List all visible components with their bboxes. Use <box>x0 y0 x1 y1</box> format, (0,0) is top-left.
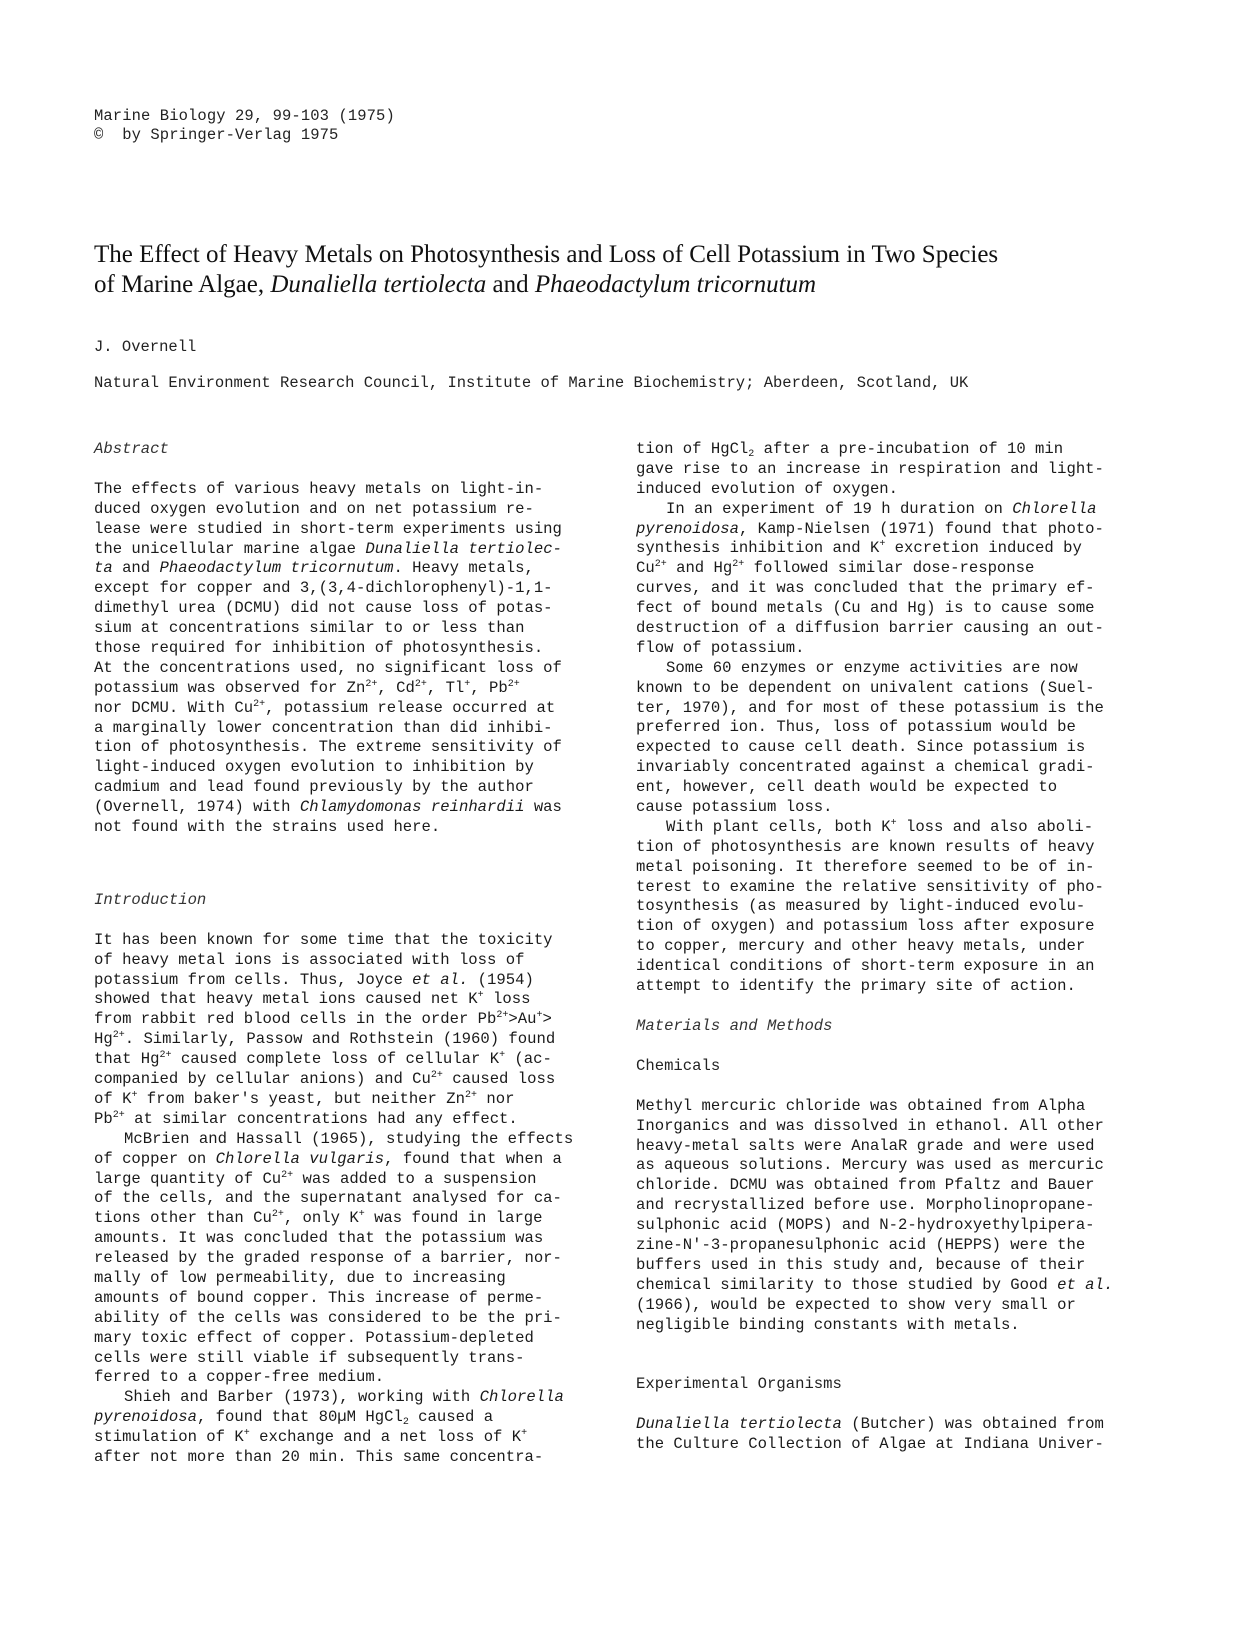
text-line: mary toxic effect of copper. Potassium-depleted <box>94 1328 534 1347</box>
species-name: pyrenoidosa <box>94 1408 197 1427</box>
introduction-continued <box>636 440 1146 997</box>
subscript: 2 <box>402 1417 409 1429</box>
text-line <box>94 990 604 1010</box>
text-line: light-induced oxygen evolution to inhibition by <box>94 758 534 777</box>
superscript: + <box>243 1428 250 1440</box>
text-span: > <box>542 1010 552 1029</box>
text-line: cadmium and lead found previously by the author <box>94 778 534 797</box>
text-span: showed that heavy metal ions caused net K <box>94 990 478 1009</box>
superscript: 2+ <box>507 678 520 690</box>
text-span: With plant cells, both K <box>666 817 891 836</box>
superscript: + <box>890 817 897 829</box>
text-span: at similar concentrations had any effect. <box>124 1109 518 1128</box>
text-line: a marginally lower concentration than did inhibi- <box>94 718 553 737</box>
text-span: (1954) <box>468 970 534 989</box>
text-span: , Pb <box>470 678 508 697</box>
text-line: mally of low permeability, due to increasing <box>94 1268 506 1287</box>
text-span: potassium from cells. Thus, Joyce <box>94 970 413 989</box>
text-span: was added to a suspension <box>293 1169 537 1188</box>
superscript: + <box>536 1010 543 1022</box>
title-line-1: The Effect of Heavy Metals on Photosynthesis and Loss of Cell Potassium in Two Species <box>94 241 999 268</box>
text-line <box>636 559 1146 579</box>
text-span: nor DCMU. With Cu <box>94 698 254 717</box>
text-span: chemical similarity to those studied by Good <box>636 1275 1058 1294</box>
superscript: + <box>521 1428 528 1440</box>
text-line <box>94 1030 604 1050</box>
superscript: 2+ <box>112 1030 125 1042</box>
text-line: heavy-metal salts were AnalaR grade and were used <box>636 1136 1095 1155</box>
superscript: 2+ <box>414 678 427 690</box>
text-span: >Au <box>508 1010 537 1029</box>
text-line: Inorganics and was dissolved in ethanol. All other <box>636 1116 1104 1135</box>
title-and: and <box>486 271 535 298</box>
text-line: curves, and it was concluded that the primary ef- <box>636 579 1095 598</box>
text-line <box>94 1010 604 1030</box>
superscript: 2+ <box>732 559 745 571</box>
text-line <box>636 539 1146 559</box>
text-span: , potassium release occurred at <box>265 698 556 717</box>
title-species-1: Dunaliella tertiolecta <box>270 271 487 298</box>
text-span: after a pre-incubation of 10 min <box>754 440 1064 458</box>
text-line <box>94 1408 604 1428</box>
chemicals-body <box>636 1097 1146 1336</box>
text-span: of K <box>94 1089 132 1108</box>
species-name: Dunaliella tertiolec- <box>365 539 562 558</box>
text-span: loss and also aboli- <box>896 817 1094 836</box>
text-line <box>94 798 604 818</box>
text-line: It has been known for some time that the toxicity <box>94 930 553 949</box>
text-span: , Kamp-Nielsen (1971) found that photo- <box>738 519 1104 538</box>
text-span: tion of HgCl <box>636 440 749 458</box>
text-line: zine-N'-3-propanesulphonic acid (HEPPS) were the <box>636 1235 1086 1254</box>
text-line: duced oxygen evolution and on net potassium re- <box>94 499 534 518</box>
superscript: + <box>499 1050 506 1062</box>
text-line: metal poisoning. It therefore seemed to be of in- <box>636 857 1095 876</box>
text-span: potassium was observed for Zn <box>94 678 366 697</box>
text-line <box>94 1388 604 1408</box>
text-span: companied by cellular anions) and Cu <box>94 1070 431 1089</box>
text-line <box>94 699 604 719</box>
text-span: excretion induced by <box>885 539 1082 558</box>
text-line: chloride. DCMU was obtained from Pfaltz and Bauer <box>636 1176 1095 1195</box>
text-line <box>636 500 1146 520</box>
text-span: nor <box>477 1089 515 1108</box>
text-line <box>94 971 604 991</box>
text-line: ent, however, cell death would be expected to <box>636 778 1058 797</box>
text-span: , Tl <box>426 678 465 697</box>
text-line: cause potassium loss. <box>636 798 833 817</box>
text-span: , only K <box>283 1209 359 1228</box>
superscript: + <box>464 678 471 690</box>
superscript: 2+ <box>464 1089 477 1101</box>
text-line: except for copper and 3,(3,4-dichlorophenyl)-1,1- <box>94 579 553 598</box>
text-span: from baker's yeast, but neither Zn <box>137 1089 465 1108</box>
text-line: fect of bound metals (Cu and Hg) is to cause some <box>636 599 1095 618</box>
article-title <box>94 240 1174 300</box>
citation-etal: et al. <box>1057 1275 1114 1294</box>
right-column <box>636 440 1146 1455</box>
text-line: tion of oxygen) and potassium loss after exposure <box>636 917 1095 936</box>
materials-methods-heading: Materials and Methods <box>636 1016 833 1035</box>
text-span: that Hg <box>94 1050 160 1069</box>
text-span: was found in large <box>364 1209 543 1228</box>
text-span: , Cd <box>377 678 415 697</box>
text-line: those required for inhibition of photosynthesis. <box>94 639 544 658</box>
species-name: Phaeodactylum tricornutum <box>159 559 394 578</box>
text-line: ferred to a copper-free medium. <box>94 1368 385 1387</box>
text-line: of the cells, and the supernatant analysed for ca- <box>94 1189 562 1208</box>
text-line: flow of potassium. <box>636 638 805 657</box>
text-line: of heavy metal ions is associated with loss of <box>94 950 525 969</box>
text-span: Cu <box>636 559 655 578</box>
text-line: the Culture Collection of Algae at Indiana Univer- <box>636 1435 1104 1454</box>
text-span: tions other than Cu <box>94 1209 272 1228</box>
text-line: and recrystallized before use. Morpholinopropane- <box>636 1196 1095 1215</box>
text-line: induced evolution of oxygen. <box>636 479 899 498</box>
superscript: + <box>358 1209 365 1221</box>
text-line <box>94 1070 604 1090</box>
introduction-body <box>94 931 604 1468</box>
text-line <box>636 1276 1146 1296</box>
species-name: ta <box>94 559 113 578</box>
text-line: not found with the strains used here. <box>94 818 441 837</box>
superscript: 2+ <box>430 1070 443 1082</box>
text-line: lease were studied in short-term experiments using <box>94 519 562 538</box>
text-line: sulphonic acid (MOPS) and N-2-hydroxyethylpipera- <box>636 1216 1095 1235</box>
title-species-2: Phaeodactylum tricornutum <box>534 271 817 298</box>
title-line-2: of Marine Algae, <box>94 271 271 298</box>
journal-citation: Marine Biology 29, 99-103 (1975) <box>94 107 395 125</box>
text-line: cells were still viable if subsequently trans- <box>94 1348 525 1367</box>
subscript: 2 <box>748 449 755 460</box>
text-line: tion of photosynthesis are known results of heavy <box>636 837 1095 856</box>
text-line <box>636 520 1146 540</box>
text-span: Pb <box>94 1109 113 1128</box>
superscript: 2+ <box>281 1169 294 1181</box>
species-name: Chlorella vulgaris <box>215 1149 385 1168</box>
text-line: ability of the cells was considered to be the pri- <box>94 1308 562 1327</box>
text-line: sium at concentrations similar to or less than <box>94 619 525 638</box>
text-span: caused complete loss of cellular K <box>171 1050 500 1069</box>
text-span: followed similar dose-response <box>744 559 1035 578</box>
superscript: 2+ <box>271 1209 284 1221</box>
text-line: invariably concentrated against a chemical gradi- <box>636 758 1095 777</box>
text-line: buffers used in this study and, because of their <box>636 1255 1086 1274</box>
text-line <box>94 1050 604 1070</box>
author-affiliation: Natural Environment Research Council, Institute of Marine Biochemistry; Aberdeen, Scotland, UK <box>94 374 969 392</box>
text-span: (Overnell, 1974) with <box>94 798 300 817</box>
text-line: The effects of various heavy metals on light-in- <box>94 479 544 498</box>
species-name: Chlorella <box>1012 499 1097 518</box>
text-line <box>636 818 1146 838</box>
superscript: 2+ <box>496 1010 509 1022</box>
species-name: Chlamydomonas reinhardii <box>299 798 525 817</box>
text-line: released by the graded response of a barrier, nor- <box>94 1249 562 1268</box>
text-line <box>94 1150 604 1170</box>
text-line <box>94 1428 604 1448</box>
experimental-organisms-heading: Experimental Organisms <box>636 1375 842 1394</box>
text-span: . Heavy metals, <box>393 559 534 578</box>
text-line: McBrien and Hassall (1965), studying the effects <box>124 1129 574 1148</box>
text-line <box>636 1415 1146 1435</box>
text-line <box>94 1170 604 1190</box>
abstract-heading: Abstract <box>94 440 169 458</box>
text-span: of copper on <box>94 1149 216 1168</box>
text-line: negligible binding constants with metals. <box>636 1315 1020 1334</box>
text-span: loss <box>483 990 531 1009</box>
text-line: terest to examine the relative sensitivity of pho- <box>636 877 1104 896</box>
text-line <box>94 559 604 579</box>
text-span: the unicellular marine algae <box>94 539 366 558</box>
superscript: + <box>879 539 886 551</box>
text-line: known to be dependent on univalent cations (Suel- <box>636 678 1095 697</box>
superscript: 2+ <box>365 678 378 690</box>
text-line: dimethyl urea (DCMU) did not cause loss of potas- <box>94 599 553 618</box>
text-span: caused loss <box>442 1070 556 1089</box>
species-name: Chlorella <box>479 1388 564 1407</box>
text-span: Hg <box>94 1030 113 1049</box>
chemicals-heading: Chemicals <box>636 1056 721 1075</box>
journal-info <box>94 107 395 145</box>
text-line: amounts. It was concluded that the potassium was <box>94 1229 544 1248</box>
introduction-heading: Introduction <box>94 890 207 909</box>
superscript: + <box>477 990 484 1002</box>
text-line <box>94 1090 604 1110</box>
text-span: , found that 80µM HgCl <box>196 1408 403 1427</box>
text-line: amounts of bound copper. This increase of perme- <box>94 1288 544 1307</box>
text-span: In an experiment of 19 h duration on <box>666 499 1013 518</box>
text-line: tosynthesis (as measured by light-induced evolu- <box>636 897 1086 916</box>
text-span: from rabbit red blood cells in the order Pb <box>94 1010 497 1029</box>
text-span: stimulation of K <box>94 1428 244 1447</box>
text-line: At the concentrations used, no significant loss of <box>94 658 562 677</box>
text-span: Shieh and Barber (1973), working with <box>124 1388 480 1407</box>
text-span: . Similarly, Passow and Rothstein (1960) found <box>124 1030 556 1049</box>
superscript: 2+ <box>159 1050 172 1062</box>
species-name: Dunaliella tertiolecta <box>636 1415 842 1434</box>
text-line: expected to cause cell death. Since potassium is <box>636 738 1086 757</box>
superscript: 2+ <box>654 559 667 571</box>
text-line: preferred ion. Thus, loss of potassium would be <box>636 718 1076 737</box>
text-line <box>636 440 1146 460</box>
species-name: pyrenoidosa <box>636 519 739 538</box>
superscript: 2+ <box>253 698 266 710</box>
superscript: 2+ <box>112 1109 125 1121</box>
text-line: identical conditions of short-term exposure in an <box>636 957 1095 976</box>
text-span: large quantity of Cu <box>94 1169 282 1188</box>
text-line: after not more than 20 min. This same concentra- <box>94 1447 544 1466</box>
text-span: and <box>112 559 160 578</box>
superscript: + <box>131 1089 138 1101</box>
text-span: (ac- <box>505 1050 552 1069</box>
journal-copyright: © by Springer-Verlag 1975 <box>94 126 339 144</box>
text-line: attempt to identify the primary site of action. <box>636 977 1076 996</box>
text-line <box>94 679 604 699</box>
text-line <box>94 1110 604 1130</box>
text-line: destruction of a diffusion barrier causing an out- <box>636 619 1104 638</box>
text-line: Methyl mercuric chloride was obtained from Alpha <box>636 1096 1086 1115</box>
text-line <box>94 1209 604 1229</box>
text-line: as aqueous solutions. Mercury was used as mercuric <box>636 1156 1104 1175</box>
text-line: ter, 1970), and for most of these potassium is the <box>636 698 1104 717</box>
text-span: was <box>524 798 562 817</box>
text-span: synthesis inhibition and K <box>636 539 880 558</box>
text-span: (Butcher) was obtained from <box>841 1415 1104 1434</box>
text-line: tion of photosynthesis. The extreme sensitivity of <box>94 738 562 757</box>
text-line: (1966), would be expected to show very small or <box>636 1295 1076 1314</box>
text-line: Some 60 enzymes or enzyme activities are now <box>666 658 1078 677</box>
author-name: J. Overnell <box>94 338 197 356</box>
text-line: gave rise to an increase in respiration and light- <box>636 459 1104 478</box>
text-span: , found that when a <box>384 1149 562 1168</box>
text-span: exchange and a net loss of K <box>249 1428 522 1447</box>
text-span: caused a <box>408 1408 494 1427</box>
text-line: to copper, mercury and other heavy metals, under <box>636 937 1086 956</box>
abstract-body <box>94 480 604 838</box>
citation-etal: et al. <box>412 970 469 989</box>
text-line <box>94 540 604 560</box>
organisms-body <box>636 1415 1146 1455</box>
text-span: and Hg <box>666 559 733 578</box>
left-column <box>94 440 604 1468</box>
